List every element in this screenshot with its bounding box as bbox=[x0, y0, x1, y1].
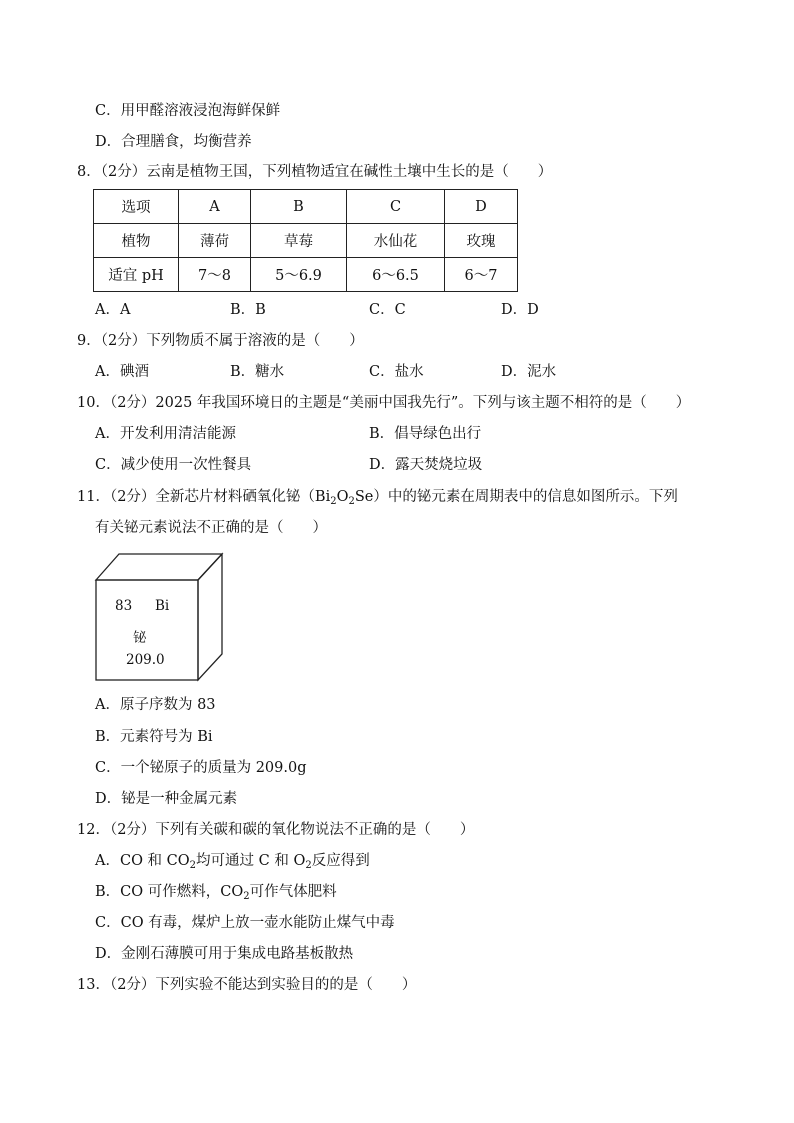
subscript: 2 bbox=[330, 496, 337, 507]
table-cell: 选项 bbox=[94, 190, 179, 224]
q9-option-a: A．碘酒 bbox=[95, 364, 149, 380]
q12-option-a bbox=[95, 851, 370, 876]
table-row bbox=[94, 224, 518, 258]
q11-option-d: D．铋是一种金属元素 bbox=[95, 791, 238, 807]
q11-stem-part: 11．（2分）全新芯片材料硒氧化铋（Bi bbox=[77, 489, 331, 505]
q7-option-c: C．用甲醛溶液浸泡海鲜保鲜 bbox=[95, 103, 281, 119]
table-cell: A bbox=[179, 190, 251, 224]
q12-option-d: D．金刚石薄膜可用于集成电路基板散热 bbox=[95, 946, 354, 962]
table-cell: 7～8 bbox=[179, 258, 251, 292]
table-row bbox=[94, 190, 518, 224]
q11-stem-part: O bbox=[336, 489, 349, 505]
q9-option-c: C．盐水 bbox=[369, 364, 424, 380]
q9-option-b: B．糖水 bbox=[230, 364, 285, 380]
element-symbol: Bi bbox=[155, 598, 170, 614]
q10-option-a: A．开发利用清洁能源 bbox=[95, 426, 236, 442]
q11-stem bbox=[77, 487, 678, 512]
table-cell: 6～7 bbox=[445, 258, 518, 292]
element-cell-figure bbox=[93, 550, 233, 685]
table-cell: 适宜 pH bbox=[94, 258, 179, 292]
table-cell: 植物 bbox=[94, 224, 179, 258]
q8-option-c: C．C bbox=[369, 302, 406, 318]
q10-stem: 10．（2分）2025 年我国环境日的主题是“美丽中国我先行”。下列与该主题不相符的是（ ） bbox=[77, 395, 691, 411]
q10-option-b: B．倡导绿色出行 bbox=[369, 426, 482, 442]
subscript: 2 bbox=[305, 860, 312, 871]
table-row bbox=[94, 258, 518, 292]
q12-option-b bbox=[95, 882, 337, 907]
table-cell: 草莓 bbox=[251, 224, 347, 258]
q12-option-a-part: 反应得到 bbox=[311, 853, 370, 869]
q12-option-a-part: A．CO 和 CO bbox=[95, 853, 190, 869]
table-cell: 水仙花 bbox=[347, 224, 445, 258]
table-cell: 薄荷 bbox=[179, 224, 251, 258]
table-cell: 6～6.5 bbox=[347, 258, 445, 292]
ph-table bbox=[93, 189, 518, 292]
q13-stem: 13．（2分）下列实验不能达到实验目的的是（ ） bbox=[77, 977, 417, 993]
atomic-mass: 209.0 bbox=[126, 652, 165, 668]
q8-option-a: A．A bbox=[95, 302, 131, 318]
q8-option-b: B．B bbox=[230, 302, 266, 318]
table-cell: 5～6.9 bbox=[251, 258, 347, 292]
q11-option-b: B．元素符号为 Bi bbox=[95, 729, 213, 745]
table-cell: C bbox=[347, 190, 445, 224]
atomic-number: 83 bbox=[115, 598, 133, 614]
q9-stem: 9．（2分）下列物质不属于溶液的是（ ） bbox=[77, 333, 364, 349]
q12-option-b-part: 可作气体肥料 bbox=[249, 884, 337, 900]
q8-stem: 8．（2分）云南是植物王国，下列植物适宜在碱性土壤中生长的是（ ） bbox=[77, 164, 553, 180]
table-cell: B bbox=[251, 190, 347, 224]
q11-option-a: A．原子序数为 83 bbox=[95, 697, 216, 713]
subscript: 2 bbox=[189, 860, 197, 871]
q11-option-c: C．一个铋原子的质量为 209.0g bbox=[95, 760, 307, 776]
q12-stem: 12．（2分）下列有关碳和碳的氧化物说法不正确的是（ ） bbox=[77, 822, 475, 838]
q7-option-d: D．合理膳食，均衡营养 bbox=[95, 134, 252, 150]
q8-option-d: D．D bbox=[501, 302, 539, 318]
q11-stem-part: Se）中的铋元素在周期表中的信息如图所示。下列 bbox=[354, 489, 678, 505]
table-cell: D bbox=[445, 190, 518, 224]
q12-option-a-part: 均可通过 C 和 O bbox=[196, 853, 306, 869]
q10-option-d: D．露天焚烧垃圾 bbox=[369, 457, 483, 473]
q10-option-c: C．减少使用一次性餐具 bbox=[95, 457, 252, 473]
table-cell: 玫瑰 bbox=[445, 224, 518, 258]
q11-stem-line2: 有关铋元素说法不正确的是（ ） bbox=[95, 520, 327, 536]
q9-option-d: D．泥水 bbox=[501, 364, 557, 380]
q12-option-b-part: B．CO 可作燃料，CO bbox=[95, 884, 244, 900]
q12-option-c: C．CO 有毒，煤炉上放一壶水能防止煤气中毒 bbox=[95, 915, 395, 931]
subscript: 2 bbox=[348, 496, 355, 507]
element-name: 铋 bbox=[133, 630, 147, 646]
subscript: 2 bbox=[243, 891, 250, 902]
